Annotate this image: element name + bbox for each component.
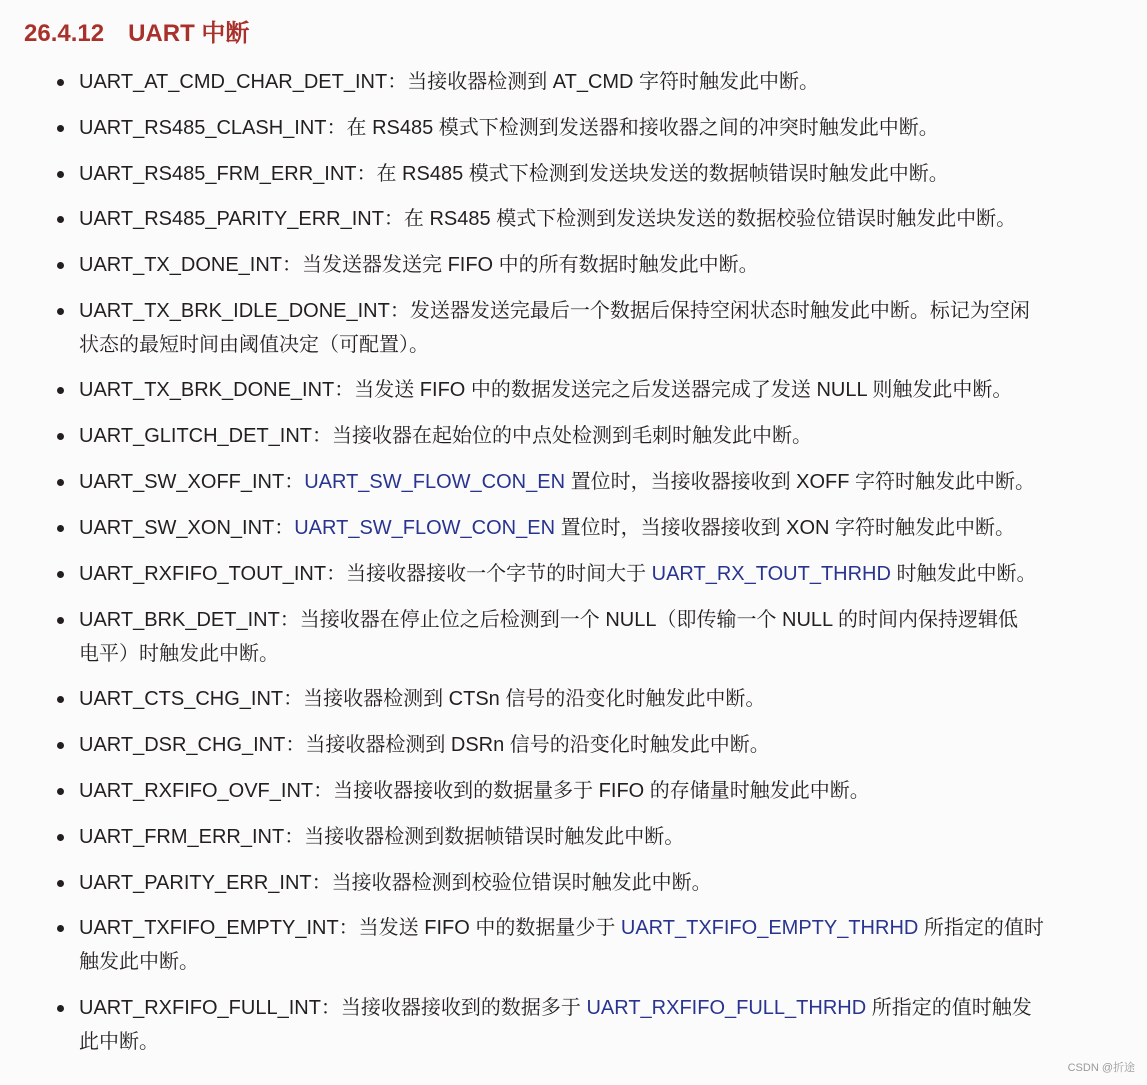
item-line xyxy=(79,774,1064,808)
list-item xyxy=(79,991,1064,1059)
item-line xyxy=(79,373,1064,407)
list-item xyxy=(79,248,1064,282)
item-text: 状态的最短时间由阈值决定（可配置）。 xyxy=(79,334,429,356)
bullet-icon xyxy=(57,696,64,703)
item-text: 所指定的值时 xyxy=(918,917,1044,939)
list-item xyxy=(79,294,1064,362)
item-text: UART_RS485_CLASH_INT：在 RS485 模式下检测到发送器和接收器之间的冲突时触发此中断。 xyxy=(79,117,939,139)
bullet-icon xyxy=(57,387,64,394)
item-line xyxy=(79,728,1064,762)
item-line xyxy=(79,911,1064,945)
register-link[interactable]: UART_TXFIFO_EMPTY_THRHD xyxy=(620,917,919,939)
item-text: 触发此中断。 xyxy=(79,951,199,973)
item-text: UART_GLITCH_DET_INT：当接收器在起始位的中点处检测到毛刺时触发此中断。 xyxy=(79,425,813,447)
bullet-icon xyxy=(57,79,64,86)
item-text: 所指定的值时触发 xyxy=(866,997,1032,1019)
item-text: UART_RXFIFO_OVF_INT：当接收器接收到的数据量多于 FIFO 的存储量时触发此中断。 xyxy=(79,780,870,802)
item-line xyxy=(79,820,1064,854)
list-item xyxy=(79,419,1064,453)
watermark: CSDN @折途 xyxy=(1067,1062,1135,1074)
item-text: UART_TX_BRK_IDLE_DONE_INT：发送器发送完最后一个数据后保持空闲状态时触发此中断。标记为空闲 xyxy=(79,300,1030,322)
section-number: 26.4.12 xyxy=(24,20,105,47)
list-item xyxy=(79,682,1064,716)
register-link[interactable]: UART_SW_FLOW_CON_EN xyxy=(304,471,566,493)
bullet-icon xyxy=(57,479,64,486)
list-item xyxy=(79,511,1064,545)
section-title: UART 中断 xyxy=(128,20,250,47)
bullet-icon xyxy=(57,925,64,932)
bullet-icon xyxy=(57,880,64,887)
item-text: 置位时，当接收器接收到 XON 字符时触发此中断。 xyxy=(555,517,1016,539)
list-item xyxy=(79,774,1064,808)
bullet-icon xyxy=(57,1005,64,1012)
item-line xyxy=(79,248,1064,282)
item-text: UART_TXFIFO_EMPTY_INT：当发送 FIFO 中的数据量少于 xyxy=(79,917,621,939)
list-item xyxy=(79,373,1064,407)
item-text: UART_RS485_PARITY_ERR_INT：在 RS485 模式下检测到发送块发送的数据校验位错误时触发此中断。 xyxy=(79,208,1017,230)
list-item xyxy=(79,820,1064,854)
list-item xyxy=(79,557,1064,591)
list-item xyxy=(79,603,1064,671)
item-text: UART_RS485_FRM_ERR_INT：在 RS485 模式下检测到发送块发送的数据帧错误时触发此中断。 xyxy=(79,163,949,185)
list-item xyxy=(79,465,1064,499)
bullet-icon xyxy=(57,171,64,178)
bullet-icon xyxy=(57,216,64,223)
register-link[interactable]: UART_RXFIFO_FULL_THRHD xyxy=(586,997,867,1019)
bullet-icon xyxy=(57,125,64,132)
item-text: UART_RXFIFO_FULL_INT：当接收器接收到的数据多于 xyxy=(79,997,587,1019)
item-text: UART_RXFIFO_TOUT_INT：当接收器接收一个字节的时间大于 xyxy=(79,563,652,585)
item-text: UART_CTS_CHG_INT：当接收器检测到 CTSn 信号的沿变化时触发此中断。 xyxy=(79,688,766,710)
item-line xyxy=(79,557,1064,591)
list-item xyxy=(79,866,1064,900)
bullet-icon xyxy=(57,834,64,841)
bullet-icon xyxy=(57,742,64,749)
item-text: 电平）时触发此中断。 xyxy=(79,643,279,665)
bullet-icon xyxy=(57,525,64,532)
register-link[interactable]: UART_SW_FLOW_CON_EN xyxy=(294,517,556,539)
item-text: UART_TX_DONE_INT：当发送器发送完 FIFO 中的所有数据时触发此中断。 xyxy=(79,254,759,276)
list-item xyxy=(79,911,1064,979)
item-line xyxy=(79,637,1064,671)
bullet-icon xyxy=(57,617,64,624)
item-text: UART_TX_BRK_DONE_INT：当发送 FIFO 中的数据发送完之后发送器完成了发送 NULL 则触发此中断。 xyxy=(79,379,1013,401)
item-line xyxy=(79,328,1064,362)
item-line xyxy=(79,682,1064,716)
item-text: 时触发此中断。 xyxy=(890,563,1037,585)
item-text: UART_DSR_CHG_INT：当接收器检测到 DSRn 信号的沿变化时触发此中断。 xyxy=(79,734,770,756)
item-text: 置位时，当接收器接收到 XOFF 字符时触发此中断。 xyxy=(565,471,1036,493)
item-line xyxy=(79,603,1064,637)
item-text: UART_SW_XOFF_INT： xyxy=(79,471,305,493)
list-item xyxy=(79,728,1064,762)
list-item xyxy=(79,157,1064,191)
item-line xyxy=(79,157,1064,191)
item-line xyxy=(79,945,1064,979)
item-line xyxy=(79,991,1064,1025)
list-item xyxy=(79,111,1064,145)
item-line xyxy=(79,866,1064,900)
item-line xyxy=(79,65,1064,99)
section-heading xyxy=(24,17,249,51)
item-text: UART_PARITY_ERR_INT：当接收器检测到校验位错误时触发此中断。 xyxy=(79,872,712,894)
item-line xyxy=(79,419,1064,453)
item-text: UART_SW_XON_INT： xyxy=(79,517,295,539)
item-text: UART_AT_CMD_CHAR_DET_INT：当接收器检测到 AT_CMD 字符时触发此中断。 xyxy=(79,71,820,93)
bullet-icon xyxy=(57,571,64,578)
bullet-icon xyxy=(57,308,64,315)
bullet-icon xyxy=(57,788,64,795)
item-text: 此中断。 xyxy=(79,1031,159,1053)
item-line xyxy=(79,511,1064,545)
list-item xyxy=(79,65,1064,99)
item-line xyxy=(79,465,1064,499)
item-text: UART_FRM_ERR_INT：当接收器检测到数据帧错误时触发此中断。 xyxy=(79,826,685,848)
item-line xyxy=(79,294,1064,328)
item-line xyxy=(79,111,1064,145)
bullet-icon xyxy=(57,262,64,269)
item-text: UART_BRK_DET_INT：当接收器在停止位之后检测到一个 NULL（即传输一个 NULL 的时间内保持逻辑低 xyxy=(79,609,1018,631)
item-line xyxy=(79,202,1064,236)
list-item xyxy=(79,202,1064,236)
register-link[interactable]: UART_RX_TOUT_THRHD xyxy=(651,563,891,585)
bullet-icon xyxy=(57,433,64,440)
item-line xyxy=(79,1025,1064,1059)
